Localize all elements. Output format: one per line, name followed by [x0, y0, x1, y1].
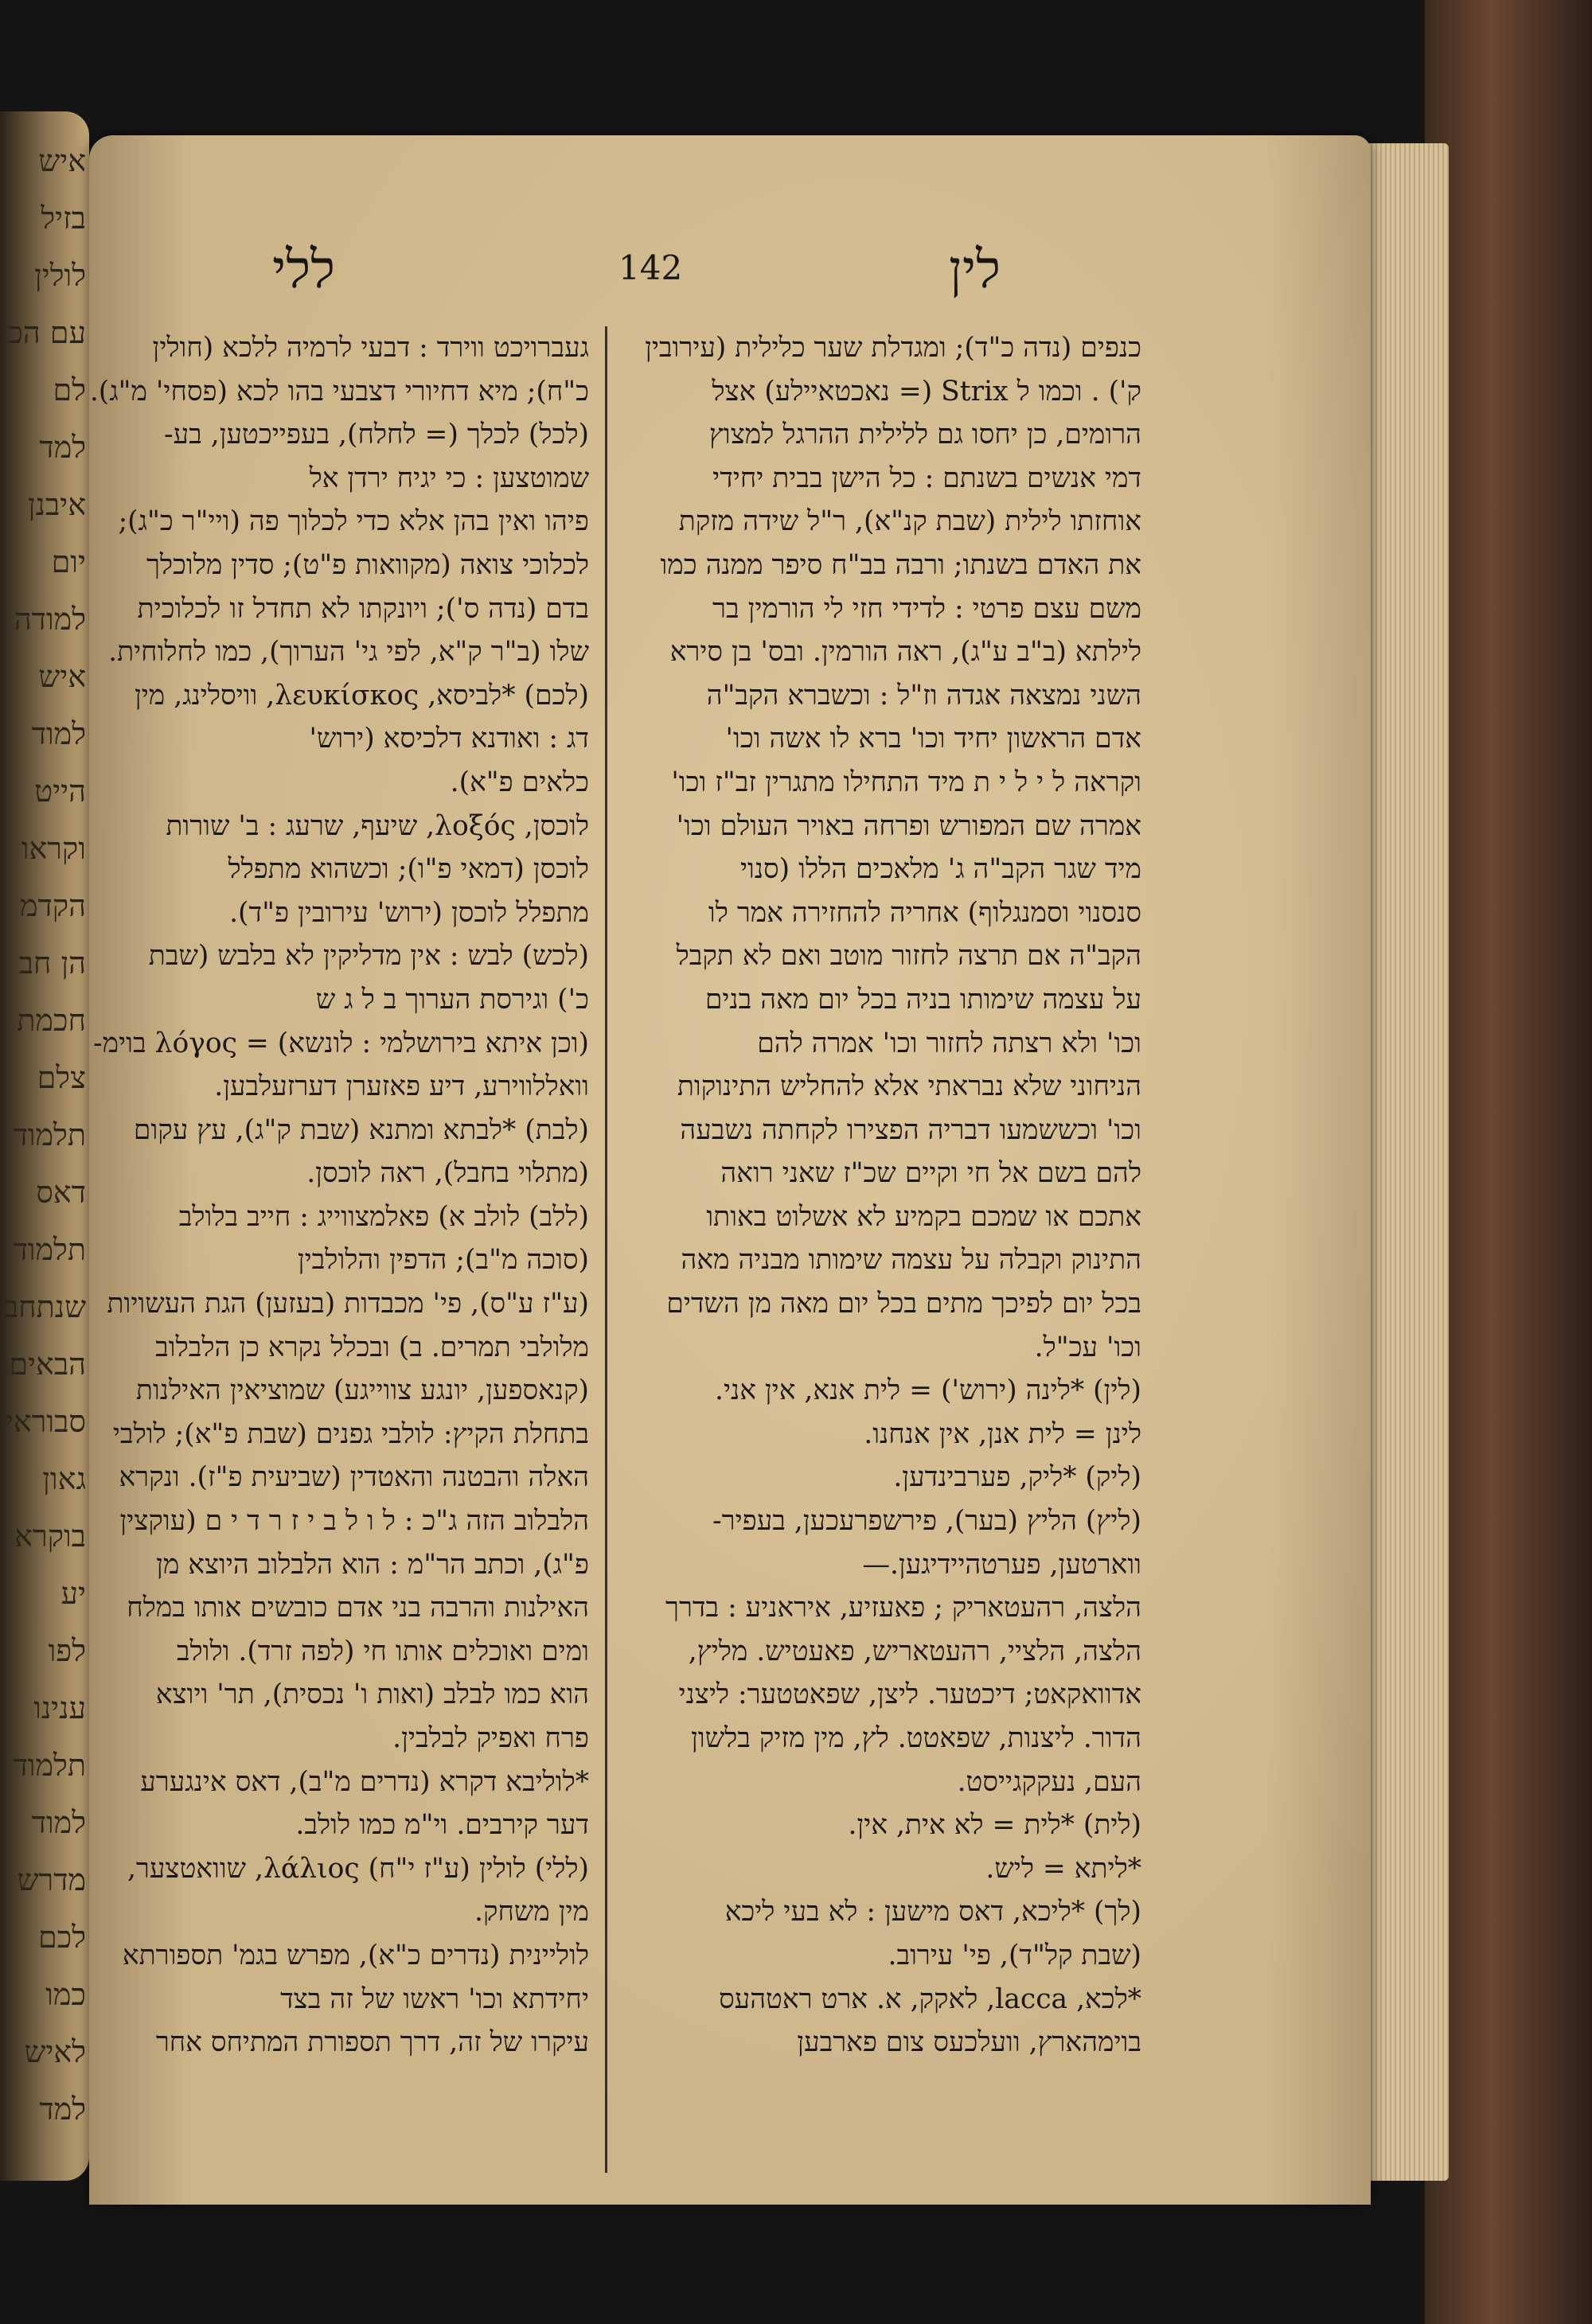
text-line: וכו' וכששמעו דבריה הפצירו לקחתה נשבעה: [680, 1113, 1141, 1146]
text-line: כ"ח); מיא דחיורי דצבעי בהו לכא (פסחי' מ"ג).: [89, 375, 589, 407]
text-line: משם עצם פרטי : לדידי חזי לי הורמין בר: [712, 592, 1141, 625]
text-line: לוכסן (דמאי פ"ו); וכשהוא מתפלל: [228, 853, 589, 886]
text-line: לכלוכי צואה (מקוואות פ"ט); סדין מלוכלך: [146, 548, 589, 581]
spine-text-fragment: איש: [38, 659, 86, 694]
text-line: וכו' ולא רצתה לחזור וכו' אמרה להם: [757, 1027, 1141, 1059]
spine-text-fragment: ענינו: [33, 1690, 86, 1725]
page-header: [89, 239, 1371, 326]
text-line: (קנאספען, יונגע צווייגע) שמוציאין האילנות: [135, 1375, 589, 1407]
right-column: [632, 326, 1141, 2065]
text-line: אתכם או שמכם בקמיע לא אשלוט באותו: [706, 1200, 1141, 1233]
text-line: (ע"ז ע"ס), פי' מכבדות (בעזען) הגת העשויות: [107, 1288, 589, 1320]
text-line: (לית) *לית = לא אית, אין.: [848, 1809, 1141, 1842]
text-line: מלולבי תמרים. ב) ובכלל נקרא כן הלבלוב: [155, 1331, 589, 1363]
text-line: (לך) *ליכא, דאס מישען : לא בעי ליכא: [724, 1896, 1141, 1928]
spine-text-fragment: תלמוד: [13, 1748, 86, 1783]
column-divider: [605, 326, 607, 2173]
text-line: דג : ואודנא דלכיסא (ירוש': [309, 723, 589, 755]
spine-text-fragment: איש: [38, 143, 86, 178]
text-line: אמרה שם המפורש ופרחה באויר העולם וכו': [676, 809, 1141, 842]
text-line: *לוליבא דקרא (נדרים מ"ב), דאס אינגערע: [140, 1765, 589, 1798]
text-line: ווארטען, פערטהיידיגען.—: [862, 1548, 1141, 1581]
text-line: העם, נעקקגייסט.: [957, 1765, 1141, 1798]
text-line: הניחוני שלא נבראתי אלא להחליש התינוקות: [677, 1070, 1141, 1103]
text-line: האלה והבטנה והאטדין (שביעית פ"ז). ונקרא: [119, 1461, 589, 1494]
text-line: האילנות והרבה בני אדם כובשים אותו במלח: [127, 1592, 589, 1624]
text-line: (ללב) לולב א) פאלמצווייג : חייב בלולב: [178, 1200, 589, 1233]
text-line: אוחזתו לילית (שבת קנ"א), ר"ל שידה מזקת: [678, 505, 1141, 538]
spine-text-fragment: למוד: [31, 1805, 86, 1840]
text-line: מתפלל לוכסן (ירוש' עירובין פ"ד).: [229, 896, 589, 929]
spine-text-fragment: הייט: [34, 774, 86, 809]
text-line: (מתלוי בחבל), ראה לוכסן.: [306, 1157, 589, 1190]
spine-text-fragment: הן חב: [18, 946, 86, 981]
spine-text-fragment: כמו: [45, 1977, 86, 2012]
text-line: הדור. ליצנות, שפאטט. לץ, מין מזיק בלשון: [691, 1722, 1141, 1754]
spine-text-fragment: גאון: [42, 1461, 86, 1496]
text-line: הלבלוב הזה ג"כ : ל ו ל ב י ז ר ד י ם (עוקצין: [119, 1505, 589, 1538]
spine-text-fragment: לכם: [37, 1920, 86, 1955]
text-line: *ליתא = ליש.: [985, 1852, 1141, 1885]
text-line: מיד שגר הקב"ה ג' מלאכים הללו (סנוי: [739, 853, 1141, 886]
text-line: בתחלת הקיץ: לולבי גפנים (שבת פ"א); לולבי: [112, 1417, 589, 1450]
spine-text-fragment: מדרש: [17, 1862, 86, 1897]
text-line: וואללווירע, דיע פאזערן דערזעלבען.: [214, 1070, 589, 1103]
text-line: וקראה ל י ל י ת מיד התחילו מתגרין זב"ז וכו': [671, 766, 1141, 798]
text-line: הקב"ה אם תרצה לחזור מוטב ואם לא תקבל: [676, 940, 1141, 973]
spine-text-fragment: לאיש: [24, 2034, 86, 2069]
spine-text-fragment: בזיל: [41, 201, 86, 236]
spine-text-fragment: סבוראי: [5, 1404, 86, 1439]
text-line: געברויכט ווירד : דבעי לרמיה ללכא (חולין: [152, 332, 589, 364]
text-line: פיהו ואין בהן אלא כדי לכלוך פה (ויי"ר כ"ג);: [118, 505, 589, 538]
text-line: פרח ואפיק לבלבין.: [392, 1722, 589, 1754]
text-line: (לין) *לינה (ירוש') = לית אנא, אין אני.: [714, 1375, 1141, 1407]
book-cover-edge: [1425, 0, 1592, 2324]
text-line: *לכא, lacca, לאקק, א. ארט ראטהעס: [719, 1983, 1141, 2015]
spine-text-fragment: תלמוד: [13, 1232, 86, 1267]
text-line: פ"ג), וכתב הר"מ : הוא הלבלוב היוצא מן: [156, 1548, 589, 1581]
running-head-right: לין: [949, 239, 1001, 300]
spine-text-fragment: לולין: [34, 258, 86, 293]
text-line: הלצה, רהעטאריק ; פאעזיע, איראניע : בדרך: [665, 1592, 1141, 1624]
text-line: סנסנוי וסמנגלוף) אחריה להחזירה אמר לו: [708, 896, 1141, 929]
spine-text-fragment: וקראו: [21, 831, 86, 866]
running-head-left: ללי: [272, 239, 336, 300]
text-line: (וכן איתא בירושלמי : לונשא) = λόγος בוימ-: [93, 1027, 589, 1059]
text-line: בדם (נדה ס'); ויונקתו לא תחדל זו לכלוכית: [137, 592, 589, 625]
spine-text-fragment: צלם: [37, 1060, 86, 1095]
text-line: כנפים (נדה כ"ד); ומגדלת שער כלילית (עירובין: [645, 332, 1141, 364]
text-line: עיקרו של זה, דרך תספורת המתיחס אחר: [155, 2026, 589, 2059]
text-line: דמי אנשים בשנתם : כל הישן בבית יחידי: [712, 462, 1141, 494]
text-line: ומים ואוכלים אותו חי (לפה זרד). ולולב: [176, 1635, 589, 1667]
spine-text-fragment: לם: [53, 372, 86, 407]
text-line: להם בשם אל חי וקיים שכ"ז שאני רואה: [720, 1157, 1141, 1190]
text-line: (ליץ) הליץ (בער), פירשפרעכען, בעפיר-: [712, 1505, 1141, 1538]
spine-text-fragment: הקדמ: [20, 888, 86, 923]
spine-text-fragment: יע: [60, 1576, 86, 1611]
text-line: לילתא (ב"ב ע"ג), ראה הורמין. ובס' בן סירא: [669, 636, 1141, 669]
text-line: (ליק) *ליק, פערבינדען.: [893, 1461, 1141, 1494]
text-line: (לכש) לבש : אין מדליקין לא בלבש (שבת: [148, 940, 589, 973]
text-line: לוכסן, λοξός, שיעף, שרעג : ב' שורות: [166, 809, 589, 842]
spine-text-fragment: למד: [39, 2092, 86, 2127]
spine-text-fragment: בוקרא: [14, 1519, 86, 1554]
text-line: (לכם) *לביסא, λευκίσκος, וויסלינג, מין: [134, 679, 589, 712]
text-line: שלו (ב"ר ק"א, לפי גי' הערוך), כמו לחלוחית.: [108, 636, 589, 669]
spine-text-fragment: לפו: [48, 1633, 86, 1668]
text-line: (ללי) לולין (ע"ז י"ח) λάλιος, שוואטצער,: [127, 1852, 589, 1885]
spine-text-fragment: למד: [39, 430, 86, 465]
text-line: ק') . וכמו ל Strix (= נאכטאיילע) אצל: [712, 375, 1141, 407]
text-line: כ') וגירסת הערוך ב ל ג ש: [315, 983, 589, 1016]
spine-text-fragment: יום: [51, 544, 86, 579]
text-line: לינן = לית אנן, אין אנחנו.: [864, 1417, 1141, 1450]
text-line: (לכל) לכלך (= לחלח), בעפייכטען, בע-: [164, 419, 589, 451]
text-line: השני נמצאה אגדה וז"ל : וכשברא הקב"ה: [706, 679, 1141, 712]
text-line: את האדם בשנתו; ורבה בב"ח סיפר ממנה כמו: [660, 548, 1141, 581]
page-number: 142: [618, 248, 683, 287]
text-line: (סוכה מ"ב); הדפין והלולבין: [297, 1244, 589, 1277]
spine-text-fragment: איבנן: [27, 487, 86, 522]
text-line: בוימהארץ, וועלכעס צום פארבען: [797, 2026, 1141, 2059]
spine-text-fragment: חכמת: [17, 1003, 86, 1038]
spine-text-fragment: למודה: [14, 602, 86, 637]
book-page: [89, 135, 1371, 2205]
text-line: בכל יום לפיכך מתים בכל יום מאה מן השדים: [666, 1288, 1141, 1320]
text-line: (שבת קל"ד), פי' עירוב.: [888, 1939, 1141, 1971]
spine-text-fragment: דאס: [36, 1175, 86, 1210]
text-line: מין משחק.: [474, 1896, 589, 1928]
text-line: התינוק וקבלה על עצמה שימותו מבניה מאה: [681, 1244, 1141, 1277]
text-line: על עצמה שימותו בניה בכל יום מאה בנים: [704, 983, 1141, 1016]
text-line: דער קירבים. וי"מ כמו לולב.: [295, 1809, 589, 1842]
spine-text-fragment: תלמוד: [13, 1117, 86, 1152]
spine-text-fragment: שנתחב: [3, 1289, 86, 1324]
spine-text-fragment: הבאים: [9, 1347, 86, 1382]
text-line: אדוואקאט; דיכטער. ליצן, שפאטטער: ליצני: [678, 1679, 1141, 1711]
text-line: יחידתא וכו' ראשו של זה בצד: [280, 1983, 589, 2015]
text-line: לוליינית (נדרים כ"א), מפרש בגמ' תספורתא: [122, 1939, 589, 1971]
text-line: כלאים פ"א).: [450, 766, 589, 798]
spine-text-fragment: למוד: [31, 716, 86, 751]
left-column: [89, 326, 589, 2065]
text-line: שמוטצען : כי יגיח ירדן אל: [309, 462, 589, 494]
text-line: הלצה, הלציי, רהעטאריש, פאעטיש. מליץ,: [688, 1635, 1141, 1667]
left-page-edge: [0, 111, 89, 2181]
text-line: הרומים, כן יחסו גם ללילית ההרגל למצוץ: [708, 419, 1141, 451]
text-line: אדם הראשון יחיד וכו' ברא לו אשה וכו': [725, 723, 1141, 755]
text-line: הוא כמו לבלב (ואות ו' נכסית), תר' ויוצא: [155, 1679, 589, 1711]
text-line: (לבת) *לבתא ומתנא (שבת ק"ג), עץ עקום: [133, 1113, 589, 1146]
text-line: וכו' עכ"ל.: [1034, 1331, 1141, 1363]
spine-text-fragment: עם הכ: [8, 315, 86, 350]
